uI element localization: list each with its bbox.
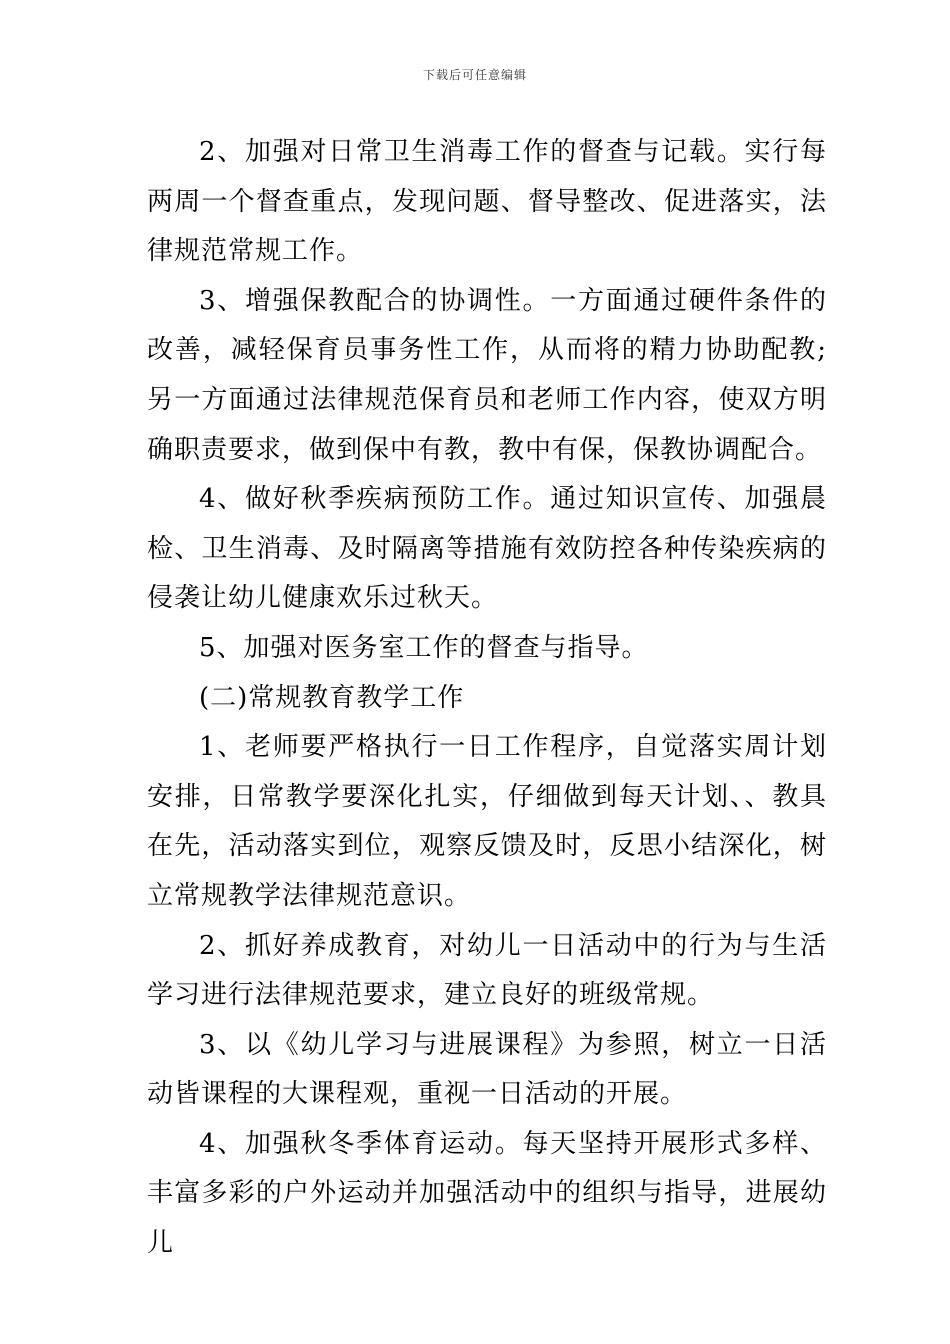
- paragraph: 2、抓好养成教育，对幼儿一日活动中的行为与生活学习进行法律规范要求，建立良好的班级常规。: [147, 930, 827, 1011]
- paragraph: 1、老师要严格执行一日工作程序，自觉落实周计划安排，日常教学要深化扎实，仔细做到每天计划、、教具在先，活动落实到位，观察反馈及时，反思小结深化，树立常规教学法律规范意识。: [147, 732, 827, 911]
- section-heading: (二)常规教育教学工作: [199, 682, 465, 713]
- paragraph: 2、加强对日常卫生消毒工作的督查与记载。实行每两周一个督查重点，发现问题、督导整改、促进落实，法律规范常规工作。: [147, 137, 827, 267]
- paragraph: 5、加强对医务室工作的督查与指导。: [199, 632, 649, 663]
- paragraph: 4、加强秋冬季体育运动。每天坚持开展形式多样、丰富多彩的户外运动并加强活动中的组织与指导，进展幼儿: [147, 1128, 827, 1259]
- paragraph: 3、以《幼儿学习与进展课程》为参照，树立一日活动皆课程的大课程观，重视一日活动的开展。: [147, 1029, 827, 1110]
- header-note: 下载后可任意编辑: [422, 68, 527, 82]
- paragraph: 3、增强保教配合的协调性。一方面通过硬件条件的改善，减轻保育员事务性工作，从而将的精力协助配教;另一方面通过法律规范保育员和老师工作内容，使双方明确职责要求，做到保中有教，教中有保，保教协调配合。: [147, 285, 827, 465]
- document-body: [147, 128, 827, 1269]
- paragraph: 4、做好秋季疾病预防工作。通过知识宣传、加强晨检、卫生消毒、及时隔离等措施有效防控各种传染疾病的侵袭让幼儿健康欢乐过秋天。: [147, 484, 827, 614]
